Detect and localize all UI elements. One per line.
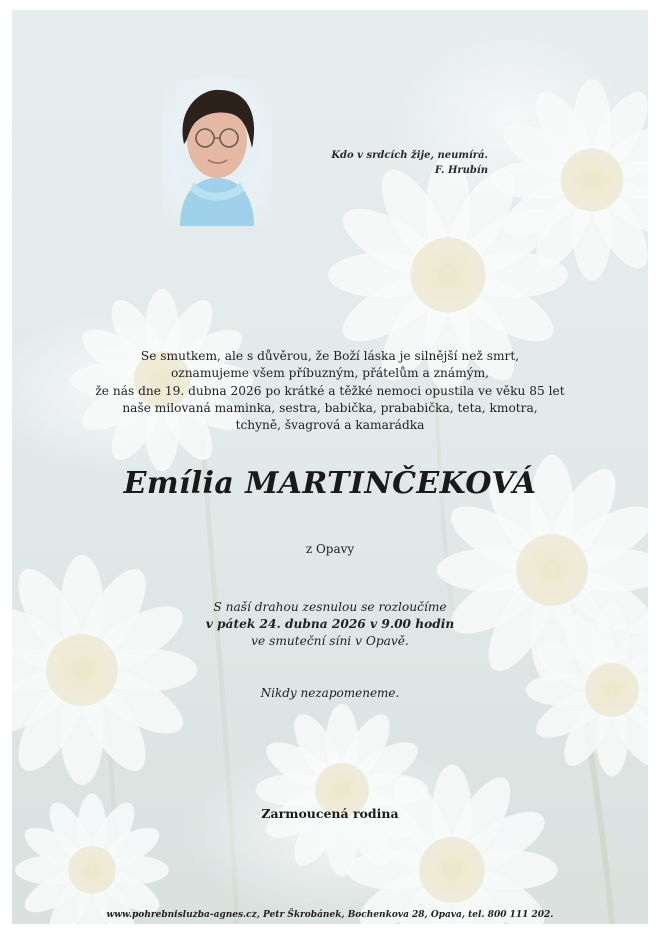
announcement-line: naše milovaná maminka, sestra, babička, prababička, teta, kmotra, bbox=[122, 400, 538, 415]
never-forget-text: Nikdy nezapomeneme. bbox=[260, 686, 400, 700]
deceased-name: Emília MARTINČEKOVÁ bbox=[123, 466, 537, 501]
portrait-photo bbox=[162, 78, 272, 226]
announcement-line: tchyně, švagrová a kamarádka bbox=[235, 418, 425, 433]
family-signature: Zarmoucená rodina bbox=[261, 806, 399, 821]
motto-author: F. Hrubín bbox=[434, 165, 488, 176]
farewell-details bbox=[12, 599, 648, 650]
portrait-image bbox=[162, 78, 272, 226]
announcement-text bbox=[12, 348, 648, 434]
motto-quote: Kdo v srdcích žije, neumírá. bbox=[331, 150, 488, 161]
funeral-service-footer: www.pohrebnisluzba-agnes.cz, Petr Škrobánek, Bochenkova 28, Opava, tel. 800 111 202. bbox=[106, 910, 554, 920]
announcement-line: Se smutkem, ale s důvěrou, že Boží láska je silnější než smrt, bbox=[140, 349, 520, 363]
farewell-date: v pátek 24. dubna 2026 v 9.00 hodin bbox=[205, 617, 455, 631]
parte-sheet bbox=[12, 10, 648, 924]
deceased-origin: z Opavy bbox=[305, 542, 355, 556]
farewell-place: ve smuteční síni v Opavě. bbox=[251, 634, 409, 648]
motto bbox=[331, 148, 488, 178]
announcement-line: oznamujeme všem příbuzným, přátelům a známým, bbox=[170, 366, 490, 381]
announcement-line: že nás dne 19. dubna 2026 po krátké a těžké nemoci opustila ve věku 85 let bbox=[95, 383, 565, 398]
farewell-line: S naší drahou zesnulou se rozloučíme bbox=[213, 600, 447, 614]
